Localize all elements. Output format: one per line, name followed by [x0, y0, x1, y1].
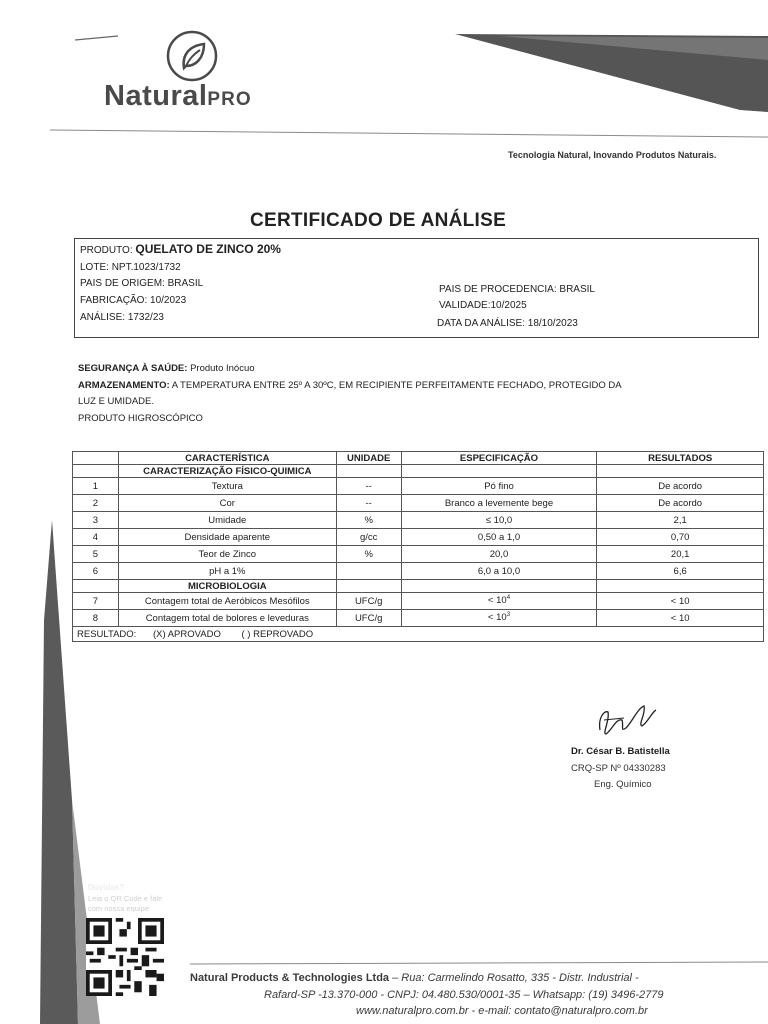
brand-suffix: PRO — [207, 89, 252, 110]
header-unidade: UNIDADE — [336, 452, 401, 465]
lote-line — [80, 262, 181, 273]
page-title: CERTIFICADO DE ANÁLISE — [250, 210, 507, 231]
header-resultados: RESULTADOS — [597, 452, 764, 465]
table-row: 2 Cor -- Branco a levemente bege De acordo — [73, 495, 764, 512]
data-analise-value: 18/10/2023 — [527, 318, 578, 329]
signatory-role: Eng. Químico — [594, 779, 652, 790]
produto-value: QUELATO DE ZINCO 20% — [135, 242, 281, 256]
leaf-logo-icon — [164, 28, 220, 84]
analise-value: 1732/23 — [127, 312, 164, 323]
armazenamento-line-2: LUZ E UMIDADE. — [78, 396, 155, 407]
section-fisico-quimica: CARACTERIZAÇÃO FÍSICO-QUIMICA — [118, 465, 336, 478]
table-row: 6 pH a 1% 6,0 a 10,0 6,6 — [73, 563, 764, 580]
analise-label: ANÁLISE: — [80, 312, 126, 323]
higroscopico-note: PRODUTO HIGROSCÓPICO — [78, 413, 203, 424]
footer-address-2: Rafard-SP -13.370-000 - CNPJ: 04.480.530/0001-35 – Whatsapp: (19) 3496-2779 — [264, 989, 664, 1001]
validade-value: 10/2025 — [490, 300, 527, 311]
table-row: 1 Textura -- Pó fino De acordo — [73, 478, 764, 495]
table-row: 3 Umidade % ≤ 10,0 2,1 — [73, 512, 764, 529]
data-analise-label: DATA DA ANÁLISE: — [437, 318, 525, 329]
footer-address-1: – Rua: Carmelindo Rosatto, 335 - Distr. Industrial - — [389, 972, 639, 984]
armazenamento-label: ARMAZENAMENTO: — [78, 380, 170, 391]
data-analise-line — [437, 318, 578, 329]
footer-line-3 — [356, 1005, 648, 1017]
footer-line-2 — [264, 989, 664, 1001]
signatory-crq: CRQ-SP Nº 04330283 — [571, 763, 666, 774]
qr-line-1: Leia o QR Code e fale — [88, 894, 163, 903]
header-especificacao: ESPECIFICAÇÃO — [401, 452, 597, 465]
table-row: 7 Contagem total de Aeróbicos Mesófilos UFC/g < $10^4$ < 10 — [73, 593, 764, 610]
table-row: 5 Teor de Zinco % 20,0 20,1 — [73, 546, 764, 563]
table-row: 8 Contagem total de bolores e leveduras UFC/g < $10^3$ < 10 — [73, 610, 764, 627]
header-caracteristica: CARACTERÍSTICA — [118, 452, 336, 465]
origem-label: PAIS DE ORIGEM: — [80, 278, 165, 289]
armazenamento-line — [78, 380, 622, 391]
seguranca-label: SEGURANÇA À SAÚDE: — [78, 363, 188, 374]
table-header-row — [73, 452, 764, 465]
qr-line-2: com nossa equipe — [88, 904, 149, 913]
validade-label: VALIDADE: — [439, 300, 491, 311]
procedencia-line — [439, 284, 595, 295]
footer-line-1 — [190, 972, 639, 984]
origem-line — [80, 278, 203, 289]
reprovado-mark: ( ) REPROVADO — [241, 628, 314, 640]
table-row: 4 Densidade aparente g/cc 0,50 a 1,0 0,70 — [73, 529, 764, 546]
analise-line — [80, 312, 164, 323]
tagline: Tecnologia Natural, Inovando Produtos Naturais. — [508, 150, 717, 160]
lote-label: LOTE: — [80, 262, 109, 273]
product-line — [80, 242, 281, 256]
qr-code-icon[interactable] — [86, 918, 164, 996]
armazenamento-value: A TEMPERATURA ENTRE 25º A 30ºC, EM RECIPIENTE PERFEITAMENTE FECHADO, PROTEGIDO DA — [171, 380, 622, 391]
validade-line — [439, 300, 527, 311]
section-row-fisico-quimica — [73, 465, 764, 478]
signatory-name: Dr. César B. Batistella — [571, 746, 670, 757]
seguranca-value: Produto Inócuo — [190, 363, 255, 374]
procedencia-value: BRASIL — [559, 284, 595, 295]
produto-label: PRODUTO: — [80, 245, 133, 256]
footer-address-3: www.naturalpro.com.br - e-mail: contato@naturalpro.com.br — [356, 1005, 648, 1017]
section-microbiologia: MICROBIOLOGIA — [118, 580, 336, 593]
procedencia-label: PAIS DE PROCEDENCIA: — [439, 284, 557, 295]
brand-main: Natural — [104, 80, 208, 112]
fabricacao-line — [80, 295, 186, 306]
handwritten-signature — [594, 700, 664, 740]
logo — [104, 28, 284, 114]
footer-company: Natural Products & Technologies Ltda — [190, 972, 390, 984]
resultado-row — [73, 627, 764, 642]
aprovado-mark: (X) APROVADO — [152, 628, 221, 640]
qr-title: Dúvidas? — [88, 883, 125, 892]
lote-value: NPT.1023/1732 — [111, 262, 181, 273]
seguranca-line — [78, 363, 255, 374]
fabricacao-value: 10/2023 — [150, 295, 187, 306]
origem-value: BRASIL — [167, 278, 204, 289]
product-info-box — [74, 238, 759, 338]
resultado-label: RESULTADO: — [77, 628, 137, 640]
fabricacao-label: FABRICAÇÃO: — [80, 295, 148, 306]
spec-table — [72, 451, 764, 642]
section-row-microbiologia — [73, 580, 764, 593]
